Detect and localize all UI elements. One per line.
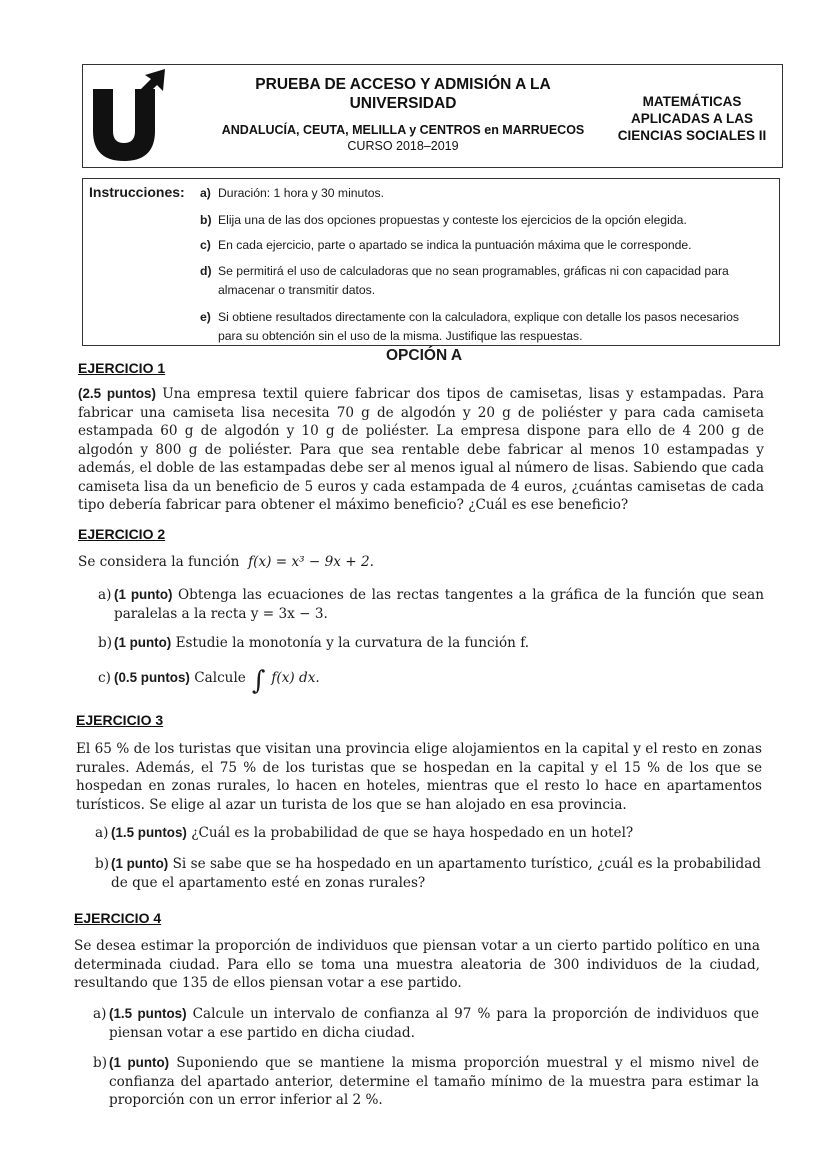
subject-line1: MATEMÁTICAS [642, 94, 742, 109]
exercise-4-part-b: b) (1 punto) Suponiendo que se mantiene la misma proporción muestral y el mismo nivel de confianza del apartado anterior, determine el tamaño mínimo de la muestra para estimar la proporción con un error inferior al 2 %. [93, 1055, 760, 1108]
exercise-1-title: EJERCICIO 1 [78, 360, 166, 376]
subject-line2: APLICADAS A LAS [630, 111, 753, 126]
option-title: OPCIÓN A [386, 347, 463, 364]
exam-header [82, 64, 783, 168]
subject-line3: CIENCIAS SOCIALES II [617, 128, 767, 143]
exercise-1-text: (2.5 puntos) Una empresa textil quiere fabricar dos tipos de camisetas, lisas y estampadas. Para fabricar una camiseta lisa necesita 70 g de algodón y 20 g de poliéster y para cada camiseta estampada 60 g de algodón y 10 g de poliéster. La empresa dispone para ello de 4 200 g de algodón y 800 g de poliéster. Para que sea rentable debe fabricar al menos 10 estampadas y además, el doble de las estampadas debe ser al menos igual al número de lisas. Sabiendo que cada camiseta lisa da un beneficio de 5 euros y cada estampada de 4 euros, ¿cuántas camisetas de cada tipo debería fabricar para obtener el máximo beneficio? ¿Cuál es ese beneficio? [78, 386, 764, 513]
exercise-2-intro: Se considera la función f(x) = x³ − 9x + 2. [78, 554, 374, 570]
exam-title-line2: UNIVERSIDAD [349, 95, 457, 112]
exercise-2-part-a: a) (1 punto) Obtenga las ecuaciones de las rectas tangentes a la gráfica de la función que sean paralelas a la recta y = 3x − 3. [98, 587, 764, 622]
university-logo-icon [87, 69, 167, 161]
instruction-item: a) Duración: 1 hora y 30 minutos. [200, 186, 384, 200]
exercise-2-title: EJERCICIO 2 [78, 526, 166, 542]
exercise-3-text: El 65 % de los turistas que visitan una provincia elige alojamientos en la capital y el resto en zonas rurales. Además, el 75 % de los turistas que se hospedan en la capital y el 15 % de los que se hospedan en zonas rurales, lo hacen en hoteles, mientras que el resto lo hace en apartamentos turísticos. Se elige al azar un turista de los que se han alojado en esa provincia. [76, 741, 762, 813]
instruction-item: b) Elija una de las dos opciones propuestas y conteste los ejercicios de la opción elegida. [200, 213, 687, 227]
exam-course: CURSO 2018–2019 [347, 139, 459, 153]
exercise-3-part-a: a) (1.5 puntos) ¿Cuál es la probabilidad de que se haya hospedado en un hotel? [95, 825, 634, 841]
exercise-4-title: EJERCICIO 4 [74, 910, 162, 926]
exam-title-line1: PRUEBA DE ACCESO Y ADMISIÓN A LA [255, 76, 551, 93]
instructions-box [82, 178, 780, 346]
exercise-2-part-b: b) (1 punto) Estudie la monotonía y la curvatura de la función f. [98, 635, 530, 651]
instruction-item: d) Se permitirá el uso de calculadoras que no sean programables, gráficas ni con capacidad para almacenar o transmitir datos. [200, 264, 729, 297]
exercise-4-part-a: a) (1.5 puntos) Calcule un intervalo de confianza al 97 % para la proporción de individuos que piensan votar a ese partido en dicha ciudad. [93, 1006, 759, 1041]
exam-region: ANDALUCÍA, CEUTA, MELILLA y CENTROS en MARRUECOS [221, 123, 585, 137]
exercise-3-title: EJERCICIO 3 [76, 712, 164, 728]
exercise-2-part-c: c) (0.5 puntos) Calcule ∫ f(x) dx. [98, 666, 320, 696]
instruction-item: c) En cada ejercicio, parte o apartado se indica la puntuación máxima que le corresponde. [200, 238, 692, 252]
instructions-label: Instrucciones: [89, 184, 185, 200]
exercise-4-text: Se desea estimar la proporción de individuos que piensan votar a un cierto partido político en una determinada ciudad. Para ello se toma una muestra aleatoria de 300 individuos de la ciudad, resultando que 135 de ellos piensan votar a ese partido. [74, 938, 760, 991]
exam-subject [608, 93, 776, 144]
exercise-3-part-b: b) (1 punto) Si se sabe que se ha hospedado en un apartamento turístico, ¿cuál es la probabilidad de que el apartamento esté en zonas rurales? [95, 856, 762, 891]
instruction-item: e) Si obtiene resultados directamente con la calculadora, explique con detalle los pasos necesarios para su obtención sin el uso de la misma. Justifique las respuestas. [200, 310, 739, 343]
integral-sign: ∫ [251, 666, 266, 696]
